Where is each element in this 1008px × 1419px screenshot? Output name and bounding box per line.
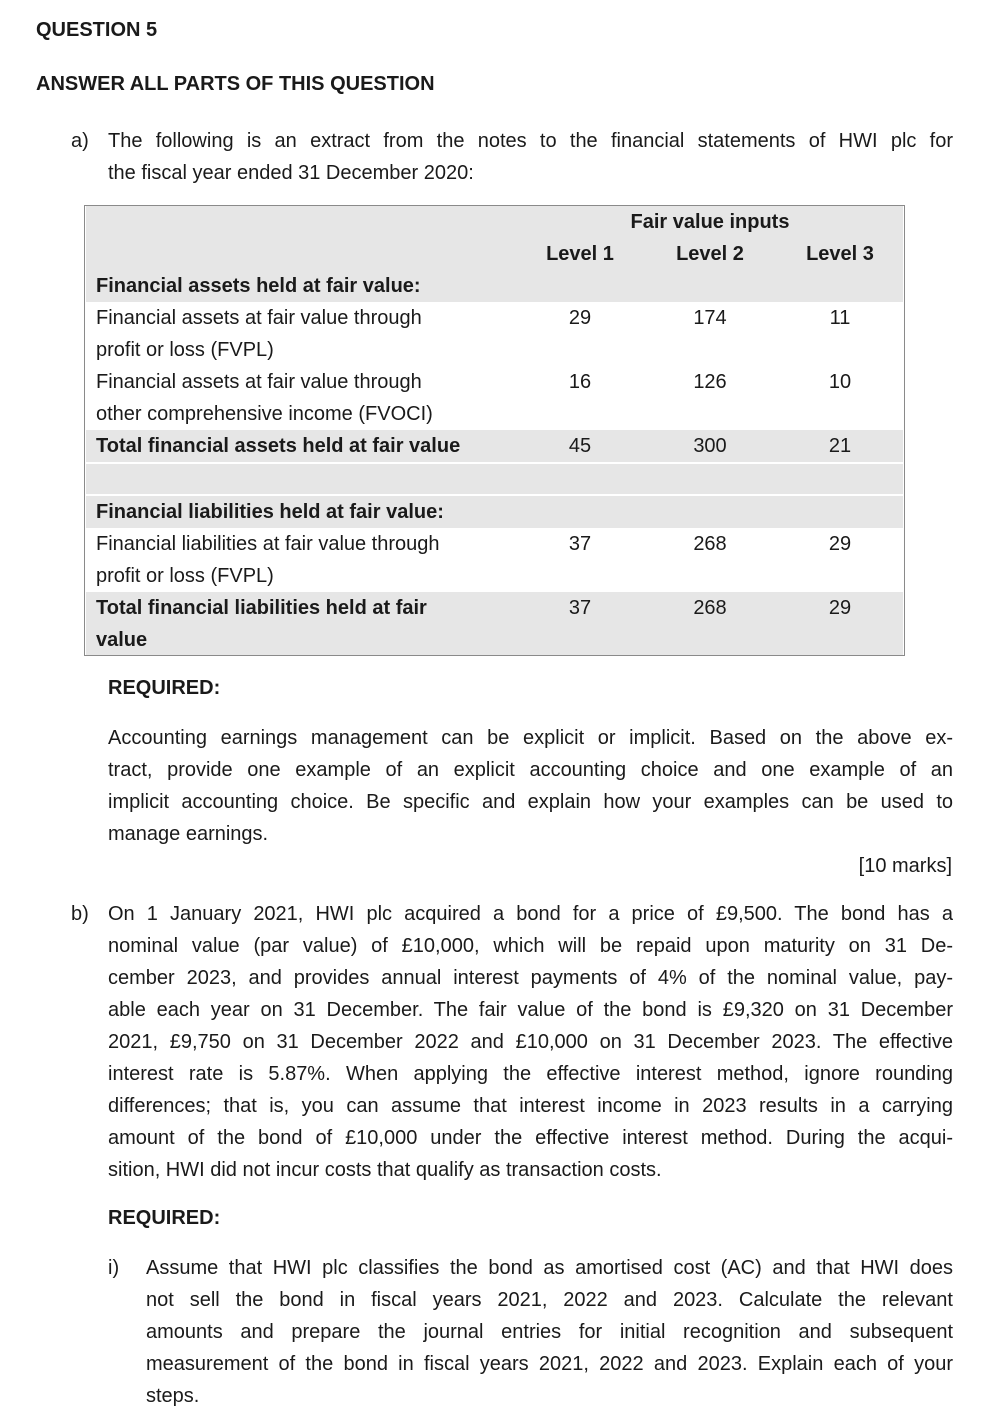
- cell-value: 16: [568, 371, 592, 393]
- text-line: sition, HWI did not incur costs that qualify as transaction costs.: [108, 1159, 662, 1181]
- spacer-band: [86, 464, 903, 494]
- cell-value: 126: [693, 371, 727, 393]
- question-instruction: ANSWER ALL PARTS OF THIS QUESTION: [36, 73, 435, 95]
- part-a-intro: [108, 125, 953, 189]
- text-line: able each year on 31 December. The fair value of the bond is £9,320 on 31 December: [108, 999, 953, 1021]
- text-line: manage earnings.: [108, 823, 269, 845]
- part-a-intro-line: The following is an extract from the notes to the financial statements of HWI plc for: [108, 130, 953, 152]
- text-line: amounts and prepare the journal entries for initial recognition and subsequent: [146, 1321, 953, 1343]
- fair-value-table: [84, 205, 905, 656]
- column-header-level-1: Level 1: [546, 243, 614, 265]
- fair-value-inputs-header: Fair value inputs: [630, 211, 790, 233]
- cell-value: 21: [828, 435, 852, 457]
- cell-value: 268: [693, 533, 727, 555]
- text-line: differences; that is, you can assume that interest income in 2023 results in a carrying: [108, 1095, 953, 1117]
- text-line: Assume that HWI plc classifies the bond as amortised cost (AC) and that HWI does: [146, 1257, 953, 1279]
- text-line: steps.: [146, 1385, 200, 1407]
- row-label: profit or loss (FVPL): [96, 339, 274, 361]
- total-liabilities-label: value: [96, 629, 148, 651]
- part-a-required-label: REQUIRED:: [108, 677, 221, 699]
- text-line: On 1 January 2021, HWI plc acquired a bond for a price of £9,500. The bond has a: [108, 903, 953, 925]
- sub-i-marker: i): [108, 1257, 120, 1279]
- cell-value: 45: [568, 435, 592, 457]
- part-a-marker: a): [71, 130, 89, 152]
- cell-value: 10: [828, 371, 852, 393]
- cell-value: 29: [568, 307, 592, 329]
- part-b-required-label: REQUIRED:: [108, 1207, 221, 1229]
- column-header-level-3: Level 3: [806, 243, 874, 265]
- cell-value: 29: [828, 533, 852, 555]
- row-label: Financial assets at fair value through: [96, 307, 422, 329]
- cell-value: 37: [568, 597, 592, 619]
- text-line: not sell the bond in fiscal years 2021, 2022 and 2023. Calculate the relevant: [146, 1289, 953, 1311]
- part-b-marker: b): [71, 903, 89, 925]
- text-line: 2021, £9,750 on 31 December 2022 and £10,000 on 31 December 2023. The effective: [108, 1031, 953, 1053]
- row-label: Financial liabilities at fair value through: [96, 533, 440, 555]
- row-label: profit or loss (FVPL): [96, 565, 274, 587]
- cell-value: 29: [828, 597, 852, 619]
- part-a-required-text: [108, 722, 953, 850]
- text-line: cember 2023, and provides annual interest payments of 4% of the nominal value, pay-: [108, 967, 953, 989]
- text-line: implicit accounting choice. Be specific and explain how your examples can be used to: [108, 791, 953, 813]
- text-line: nominal value (par value) of £10,000, which will be repaid upon maturity on 31 De-: [108, 935, 953, 957]
- question-title: QUESTION 5: [36, 19, 158, 41]
- text-line: interest rate is 5.87%. When applying the effective interest method, ignore rounding: [108, 1063, 953, 1085]
- part-a-marks: [10 marks]: [858, 855, 952, 877]
- text-line: tract, provide one example of an explicit accounting choice and one example of an: [108, 759, 953, 781]
- total-assets-label: Total financial assets held at fair value: [96, 435, 461, 457]
- header-band: [86, 238, 903, 270]
- column-header-level-2: Level 2: [676, 243, 744, 265]
- cell-value: 268: [693, 597, 727, 619]
- cell-value: 174: [693, 307, 727, 329]
- cell-value: 11: [829, 307, 851, 329]
- cell-value: 300: [693, 435, 727, 457]
- sub-i-text: [146, 1252, 953, 1412]
- row-label: Financial assets at fair value through: [96, 371, 422, 393]
- assets-heading: Financial assets held at fair value:: [96, 275, 421, 297]
- text-line: amount of the bond of £10,000 under the effective interest method. During the acqui-: [108, 1127, 953, 1149]
- part-b-text: [108, 898, 953, 1186]
- text-line: Accounting earnings management can be explicit or implicit. Based on the above ex-: [108, 727, 953, 749]
- cell-value: 37: [568, 533, 592, 555]
- liabilities-heading: Financial liabilities held at fair value:: [96, 501, 444, 523]
- row-label: other comprehensive income (FVOCI): [96, 403, 433, 425]
- part-a-intro-line: the fiscal year ended 31 December 2020:: [108, 162, 474, 184]
- total-liabilities-label: Total financial liabilities held at fair: [96, 597, 427, 619]
- text-line: measurement of the bond in fiscal years 2021, 2022 and 2023. Explain each of your: [146, 1353, 953, 1375]
